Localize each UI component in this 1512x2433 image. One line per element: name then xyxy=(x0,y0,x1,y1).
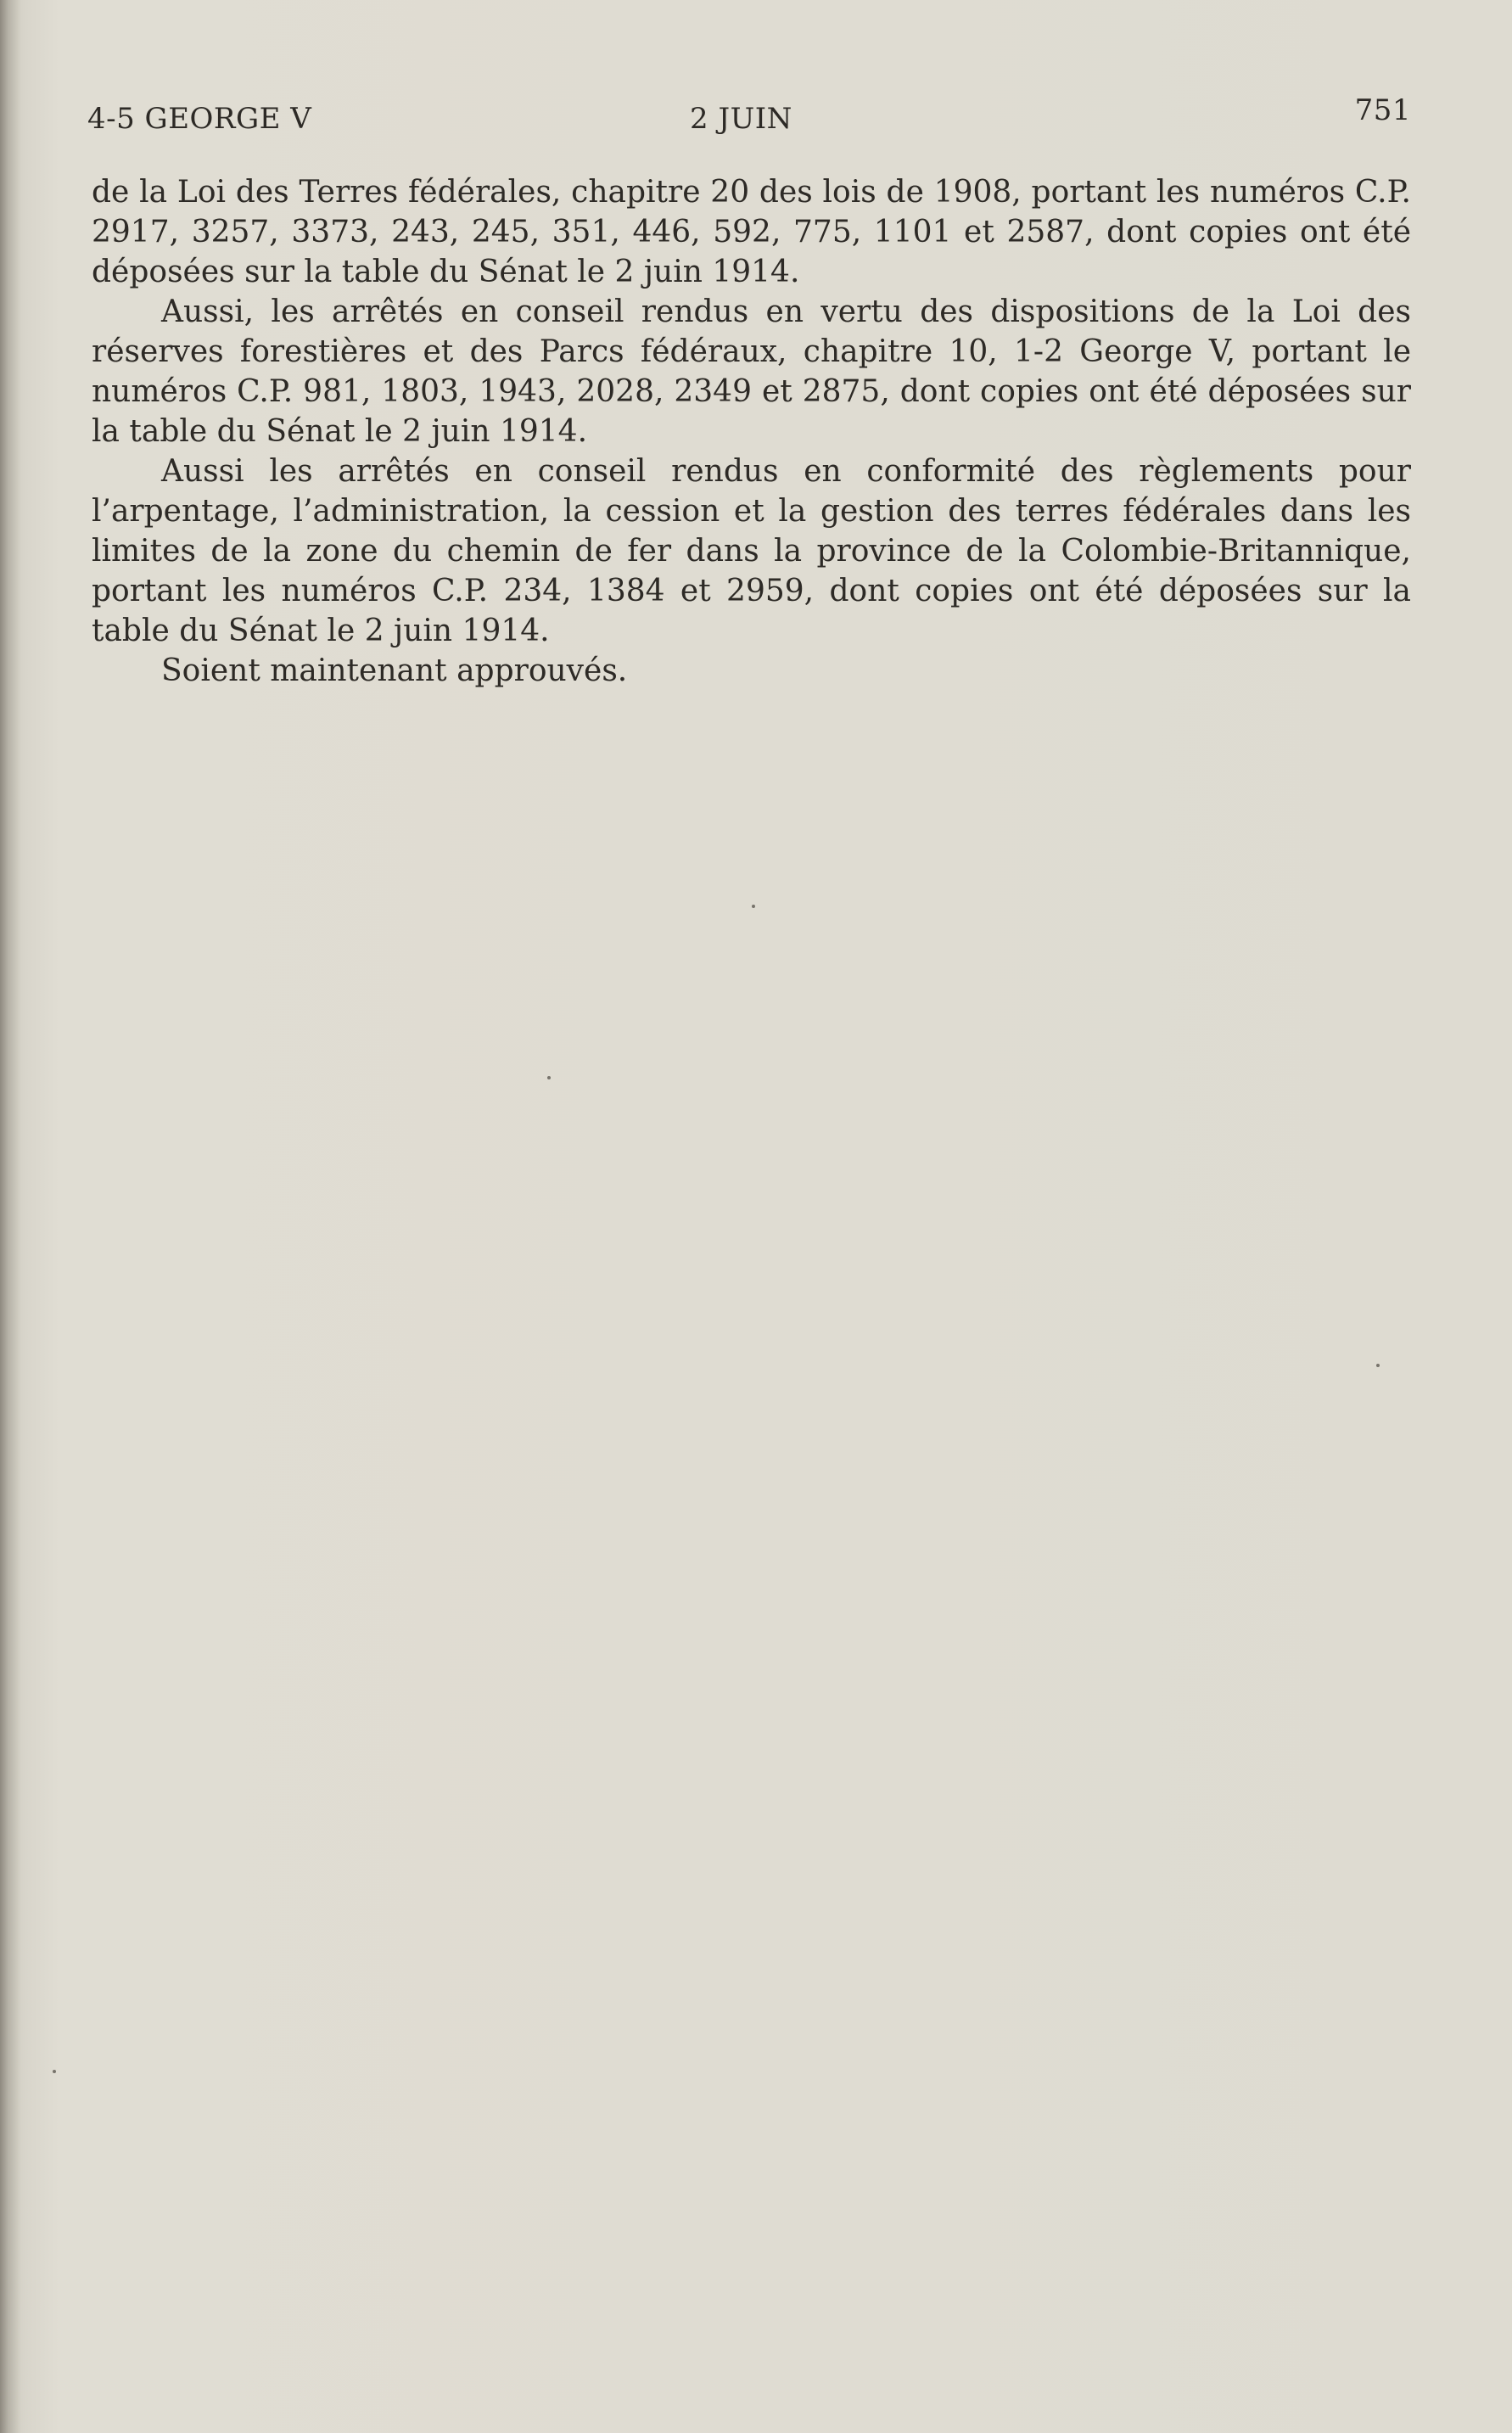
paragraph-continuation: de la Loi des Terres fédérales, chapitre 20 des lois de 1908, portant les numéros C.P. 2917, 3257, 3373, 243, 245, 351, 446, 592, 775, 1101 et 2587, dont copies ont été déposées sur la table du Sénat le 2 juin 1914. xyxy=(92,175,1411,289)
binding-edge xyxy=(0,0,20,2433)
paragraph-approval: Soient maintenant approuvés. xyxy=(161,653,628,688)
paper-speck xyxy=(547,1076,551,1079)
paper-speck xyxy=(752,905,755,908)
paper-speck xyxy=(53,2070,56,2073)
paragraph-forest-reserves: Aussi, les arrêtés en conseil rendus en vertu des dispositions de la Loi des réserves forestières et des Parcs fédéraux, chapitre 10, 1-2 George V, portant le numéros C.P. 981, 1803, 1943, 2028, 2349 et 2875, dont copies ont été déposées sur la table du Sénat le 2 juin 1914. xyxy=(92,294,1411,449)
body-text xyxy=(92,172,1411,691)
header-regnal-year: 4-5 GEORGE V xyxy=(87,102,312,136)
page-number: 751 xyxy=(1354,93,1411,127)
header-date: 2 JUIN xyxy=(690,102,792,136)
running-header xyxy=(87,93,1411,144)
paragraph-railway-belt: Aussi les arrêtés en conseil rendus en conformité des règlements pour l’arpentage, l’administration, la cession et la gestion des terres fédérales dans les limites de la zone du chemin de fer dans la province de la Colombie-Britannique, portant les numéros C.P. 234, 1384 et 2959, dont copies ont été déposées sur la table du Sénat le 2 juin 1914. xyxy=(92,454,1411,648)
paper-speck xyxy=(1376,1364,1380,1367)
